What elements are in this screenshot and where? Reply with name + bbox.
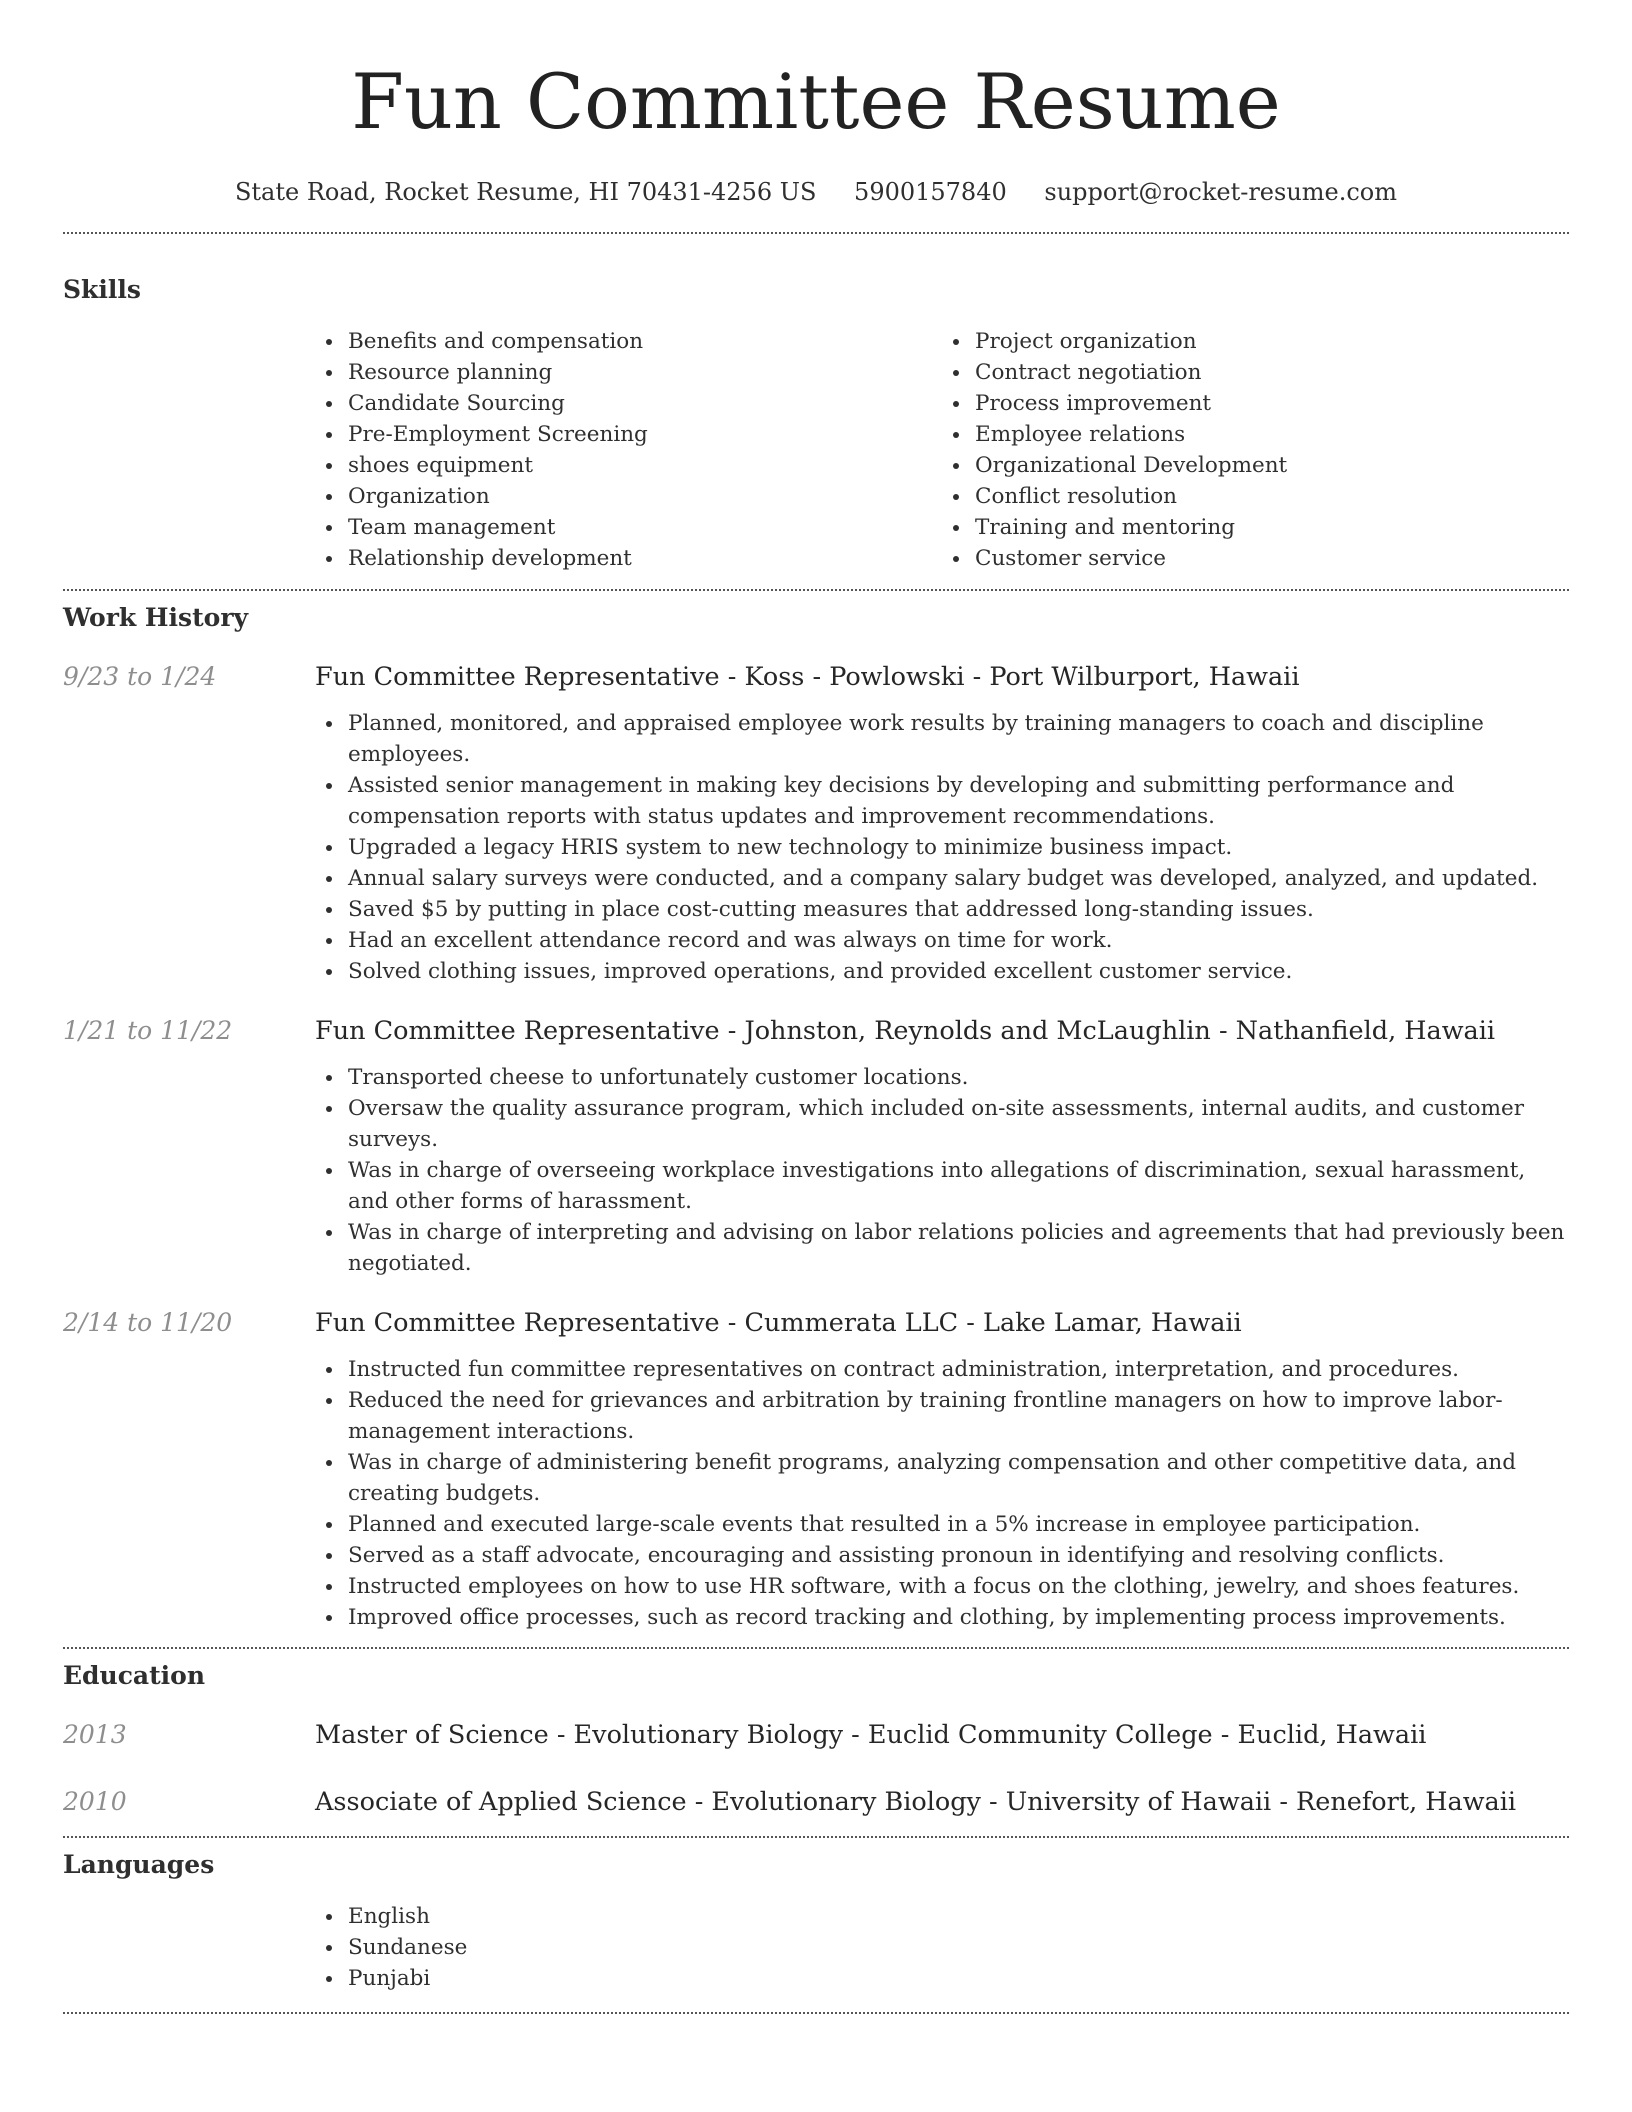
job-bullet: • Instructed fun committee representatives on contract administration, interpretation, and procedures. — [345, 1354, 1569, 1385]
job-bullet: • Planned, monitored, and appraised employee work results by training managers to coach and discipline employees. — [345, 708, 1569, 770]
job-bullet: • Assisted senior management in making key decisions by developing and submitting performance and compensation reports with status updates and improvement recommendations. — [345, 770, 1569, 832]
job-entry — [63, 661, 1569, 987]
skills-list-2 — [942, 326, 1569, 574]
job-dates: 1/21 to 11/22 — [63, 1016, 233, 1045]
contact-line — [63, 176, 1569, 208]
skill-item: • Project organization — [972, 326, 1569, 357]
languages-section — [63, 1838, 1569, 1994]
job-bullet: • Transported cheese to unfortunately customer locations. — [345, 1062, 1569, 1093]
job-entry — [63, 1307, 1569, 1633]
job-bullet: • Had an excellent attendance record and was always on time for work. — [345, 925, 1569, 956]
job-bullet: • Instructed employees on how to use HR software, with a focus on the clothing, jewelry, and shoes features. — [345, 1571, 1569, 1602]
skill-item: • Candidate Sourcing — [345, 388, 942, 419]
job-bullet: • Saved $5 by putting in place cost-cutting measures that addressed long-standing issues. — [345, 894, 1569, 925]
skill-item: • Contract negotiation — [972, 357, 1569, 388]
job-bullets — [63, 1354, 1569, 1633]
job-bullet: • Was in charge of administering benefit programs, analyzing compensation and other competitive data, and creating budgets. — [345, 1447, 1569, 1509]
job-bullet: • Upgraded a legacy HRIS system to new technology to minimize business impact. — [345, 832, 1569, 863]
skill-item: • Organizational Development — [972, 450, 1569, 481]
skill-item: • Benefits and compensation — [345, 326, 942, 357]
degree-title: Master of Science - Evolutionary Biology - Euclid Community College - Euclid, Hawaii — [315, 1720, 1427, 1750]
phone: 5900157840 — [854, 178, 1007, 206]
skills-columns — [63, 326, 1569, 574]
work-history-heading: Work History — [63, 603, 249, 632]
languages-heading: Languages — [63, 1850, 215, 1879]
job-bullet: • Improved office processes, such as record tracking and clothing, by implementing process improvements. — [345, 1602, 1569, 1633]
skills-list-1 — [315, 326, 942, 574]
job-dates: 2/14 to 11/20 — [63, 1308, 233, 1337]
address: State Road, Rocket Resume, HI 70431-4256 US — [234, 178, 817, 206]
language-item: • Punjabi — [345, 1963, 1569, 1994]
job-header — [63, 1307, 1569, 1339]
email[interactable]: support@rocket-resume.com — [1044, 178, 1398, 206]
job-bullet: • Reduced the need for grievances and arbitration by training frontline managers on how to improve labor-management interactions. — [345, 1385, 1569, 1447]
job-dates: 9/23 to 1/24 — [63, 662, 217, 691]
skill-item: • Organization — [345, 481, 942, 512]
education-entry — [63, 1719, 1569, 1751]
skill-item: • shoes equipment — [345, 450, 942, 481]
skill-item: • Relationship development — [345, 543, 942, 574]
education-year: 2010 — [63, 1787, 127, 1816]
job-title: Fun Committee Representative - Cummerata LLC - Lake Lamar, Hawaii — [315, 1308, 1242, 1338]
skill-item: • Customer service — [972, 543, 1569, 574]
education-section — [63, 1649, 1569, 1818]
skills-heading: Skills — [63, 275, 141, 304]
divider — [63, 2012, 1569, 2014]
skill-item: • Pre-Employment Screening — [345, 419, 942, 450]
job-bullet: • Solved clothing issues, improved operations, and provided excellent customer service. — [345, 956, 1569, 987]
job-bullet: • Was in charge of interpreting and advising on labor relations policies and agreements that had previously been negotiated. — [345, 1217, 1569, 1279]
skill-item: • Process improvement — [972, 388, 1569, 419]
job-bullet: • Planned and executed large-scale events that resulted in a 5% increase in employee participation. — [345, 1509, 1569, 1540]
languages-list — [63, 1901, 1569, 1994]
job-bullets — [63, 708, 1569, 987]
education-entry — [63, 1786, 1569, 1818]
skills-section — [63, 234, 1569, 574]
job-title: Fun Committee Representative - Johnston, Reynolds and McLaughlin - Nathanfield, Hawaii — [315, 1016, 1496, 1046]
page-title: Fun Committee Resume — [351, 57, 1281, 146]
skill-item: • Employee relations — [972, 419, 1569, 450]
skill-item: • Training and mentoring — [972, 512, 1569, 543]
work-history-section — [63, 591, 1569, 1633]
job-bullets — [63, 1062, 1569, 1279]
language-item: • Sundanese — [345, 1932, 1569, 1963]
language-item: • English — [345, 1901, 1569, 1932]
job-header — [63, 661, 1569, 693]
education-heading: Education — [63, 1661, 206, 1690]
job-bullet: • Served as a staff advocate, encouraging and assisting pronoun in identifying and resolving conflicts. — [345, 1540, 1569, 1571]
degree-title: Associate of Applied Science - Evolutionary Biology - University of Hawaii - Renefort, Hawaii — [315, 1787, 1517, 1817]
job-header — [63, 1015, 1569, 1047]
job-bullet: • Was in charge of overseeing workplace investigations into allegations of discrimination, sexual harassment, and other forms of harassment. — [345, 1155, 1569, 1217]
job-entry — [63, 1015, 1569, 1279]
skill-item: • Team management — [345, 512, 942, 543]
job-bullet: • Oversaw the quality assurance program, which included on-site assessments, internal audits, and customer surveys. — [345, 1093, 1569, 1155]
education-year: 2013 — [63, 1720, 127, 1749]
skill-item: • Conflict resolution — [972, 481, 1569, 512]
job-bullet: • Annual salary surveys were conducted, and a company salary budget was developed, analyzed, and updated. — [345, 863, 1569, 894]
skill-item: • Resource planning — [345, 357, 942, 388]
job-title: Fun Committee Representative - Koss - Powlowski - Port Wilburport, Hawaii — [315, 662, 1300, 692]
